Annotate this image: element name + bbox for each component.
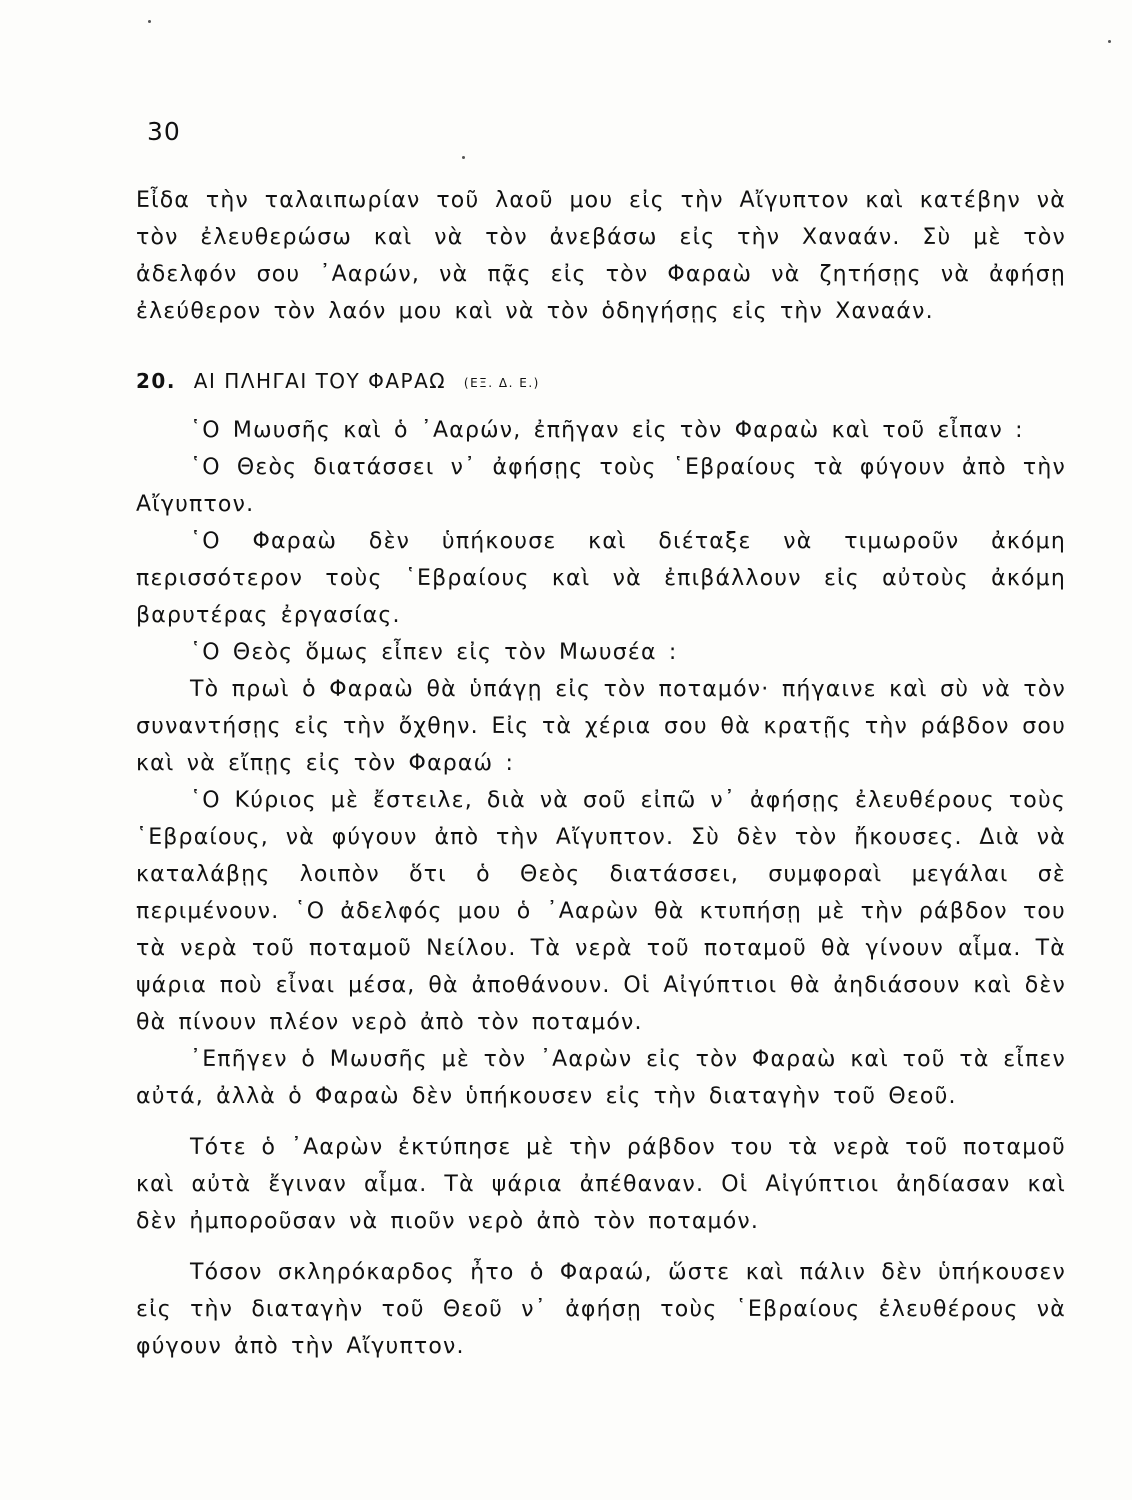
paragraph: ῾Ο Θεὸς διατάσσει ν᾿ ἀφήσῃς τοὺς ῾Εβραίους τὰ φύγουν ἀπὸ τὴν Αἴγυπτον. (136, 454, 1066, 517)
paragraph: Τότε ὁ ᾿Ααρὼν ἐκτύπησε μὲ τὴν ράβδον του τὰ νερὰ τοῦ ποταμοῦ καὶ αὐτὰ ἔγιναν αἷμα. Τὰ ψάρια ἀπέθαναν. Οἱ Αἰγύπτιοι ἀηδίασαν καὶ δὲν ἠμποροῦσαν νὰ πιοῦν νερὸ ἀπὸ τὸν ποταμόν. (136, 1134, 1066, 1234)
scan-speck (1108, 40, 1111, 43)
paragraph: Τὸ πρωὶ ὁ Φαραὼ θὰ ὑπάγῃ εἰς τὸν ποταμόν· πήγαινε καὶ σὺ νὰ τὸν συναντήσῃς εἰς τὴν ὄχθην. Εἰς τὰ χέρια σου θὰ κρατῇς τὴν ράβδον σου καὶ νὰ εἴπῃς εἰς τὸν Φαραώ : (136, 676, 1066, 776)
section-reference: (ΕΞ. Δ. Ε.) (463, 375, 540, 390)
section-heading (136, 366, 1066, 398)
scan-speck (148, 20, 151, 23)
intro-paragraph: Εἶδα τὴν ταλαιπωρίαν τοῦ λαοῦ μου εἰς τὴν Αἴγυπτον καὶ κατέβην νὰ τὸν ἐλευθερώσω καὶ νὰ τὸν ἀνεβάσω εἰς τὴν Χαναάν. Σὺ μὲ τὸν ἀδελφόν σου ᾿Ααρών, νὰ πᾷς εἰς τὸν Φαραὼ νὰ ζητήσῃς νὰ ἀφήσῃ ἐλεύθερον τὸν λαόν μου καὶ νὰ τὸν ὁδηγήσῃς εἰς τὴν Χαναάν. (136, 188, 1066, 324)
page-body (136, 182, 1066, 1365)
scan-speck (462, 156, 465, 159)
paragraph: ῾Ο Μωυσῆς καὶ ὁ ᾿Ααρών, ἐπῆγαν εἰς τὸν Φαραὼ καὶ τοῦ εἶπαν : (190, 417, 1024, 443)
paragraph: ῾Ο Κύριος μὲ ἔστειλε, διὰ νὰ σοῦ εἰπῶ ν᾿ ἀφήσῃς ἐλευθέρους τοὺς ῾Εβραίους, νὰ φύγουν ἀπὸ τὴν Αἴγυπτον. Σὺ δὲν τὸν ἤκουσες. Διὰ νὰ καταλάβῃς λοιπὸν ὅτι ὁ Θεὸς διατάσσει, συμφοραὶ μεγάλαι σὲ περιμένουν. ῾Ο ἀδελφός μου ὁ ᾿Ααρὼν θὰ κτυπήσῃ μὲ τὴν ράβδον του τὰ νερὰ τοῦ ποταμοῦ Νείλου. Τὰ νερὰ τοῦ ποταμοῦ θὰ γίνουν αἷμα. Τὰ ψάρια ποὺ εἶναι μέσα, θὰ ἀποθάνουν. Οἱ Αἰγύπτιοι θὰ ἀηδιάσουν καὶ δὲν θὰ πίνουν πλέον νερὸ ἀπὸ τὸν ποταμόν. (136, 787, 1066, 1035)
paragraph: ῾Ο Φαραὼ δὲν ὑπήκουσε καὶ διέταξε νὰ τιμωροῦν ἀκόμη περισσότερον τοὺς ῾Εβραίους καὶ νὰ ἐπιβάλλουν εἰς αὐτοὺς ἀκόμη βαρυτέρας ἐργασίας. (136, 528, 1066, 628)
section-number: 20. (136, 369, 176, 393)
paragraph: Τόσον σκληρόκαρδος ἦτο ὁ Φαραώ, ὥστε καὶ πάλιν δὲν ὑπήκουσεν εἰς τὴν διαταγὴν τοῦ Θεοῦ ν᾿ ἀφήσῃ τοὺς ῾Εβραίους ἐλευθέρους νὰ φύγουν ἀπὸ τὴν Αἴγυπτον. (136, 1259, 1066, 1359)
page-number: 30 (147, 117, 181, 146)
section-title: ΑΙ ΠΛΗΓΑΙ ΤΟΥ ΦΑΡΑΩ (193, 369, 447, 393)
paragraph: ῾Ο Θεὸς ὅμως εἶπεν εἰς τὸν Μωυσέα : (190, 639, 678, 665)
paragraph: ᾿Επῆγεν ὁ Μωυσῆς μὲ τὸν ᾿Ααρὼν εἰς τὸν Φαραὼ καὶ τοῦ τὰ εἶπεν αὐτά, ἀλλὰ ὁ Φαραὼ δὲν ὑπήκουσεν εἰς τὴν διαταγὴν τοῦ Θεοῦ. (136, 1046, 1066, 1109)
